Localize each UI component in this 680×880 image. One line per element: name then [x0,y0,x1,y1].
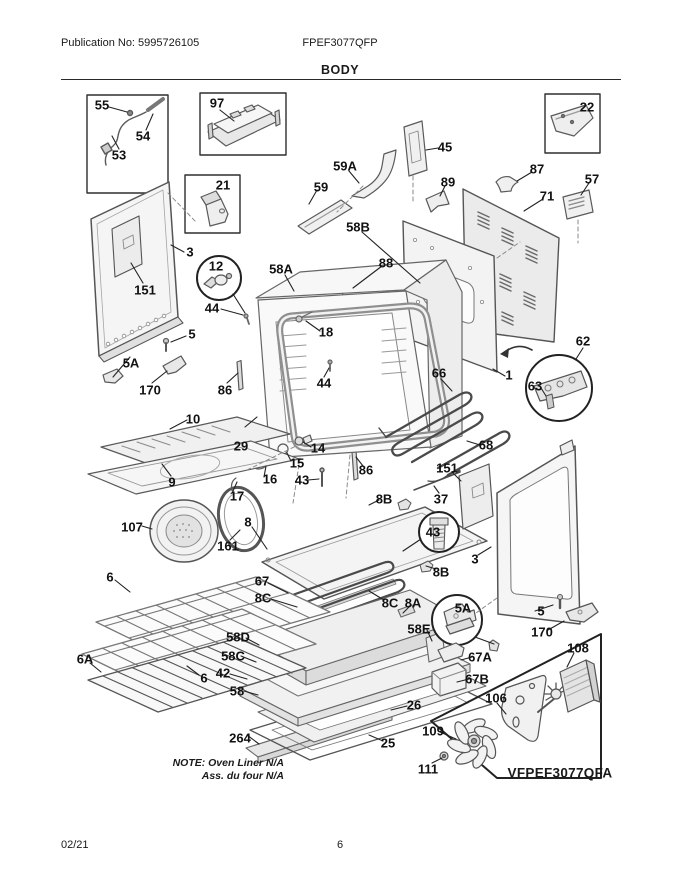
part-label-37: 37 [433,491,449,507]
part-label-3: 3 [471,551,479,567]
part-label-44: 44 [316,375,332,391]
part-label-97: 97 [209,95,225,111]
part-label-88: 88 [378,255,394,271]
part-label-5A: 5A [122,355,140,371]
part-label-53: 53 [111,147,127,163]
part-label-58C: 58C [221,648,245,664]
vent-ducts [298,121,593,234]
part-label-58: 58 [229,683,245,699]
part-label-57: 57 [584,171,600,187]
part-label-58A: 58A [269,261,293,277]
part-label-67B: 67B [465,671,489,687]
part-label-3: 3 [186,244,194,260]
part-label-8B: 8B [432,564,450,580]
fan-cover-and-ring [150,483,269,562]
part-label-5A: 5A [454,600,472,616]
part-label-29: 29 [233,438,249,454]
part-label-8C: 8C [254,590,272,606]
part-label-25: 25 [380,735,396,751]
part-label-26: 26 [406,697,422,713]
part-label-42: 42 [215,665,231,681]
part-label-6A: 6A [76,651,94,667]
part-label-108: 108 [567,640,589,656]
part-label-16: 16 [262,471,278,487]
part-label-89: 89 [440,174,456,190]
part-label-12: 12 [208,258,224,274]
page-title: BODY [320,63,360,77]
part-label-161: 161 [217,538,239,554]
part-label-107: 107 [121,519,143,535]
part-label-44: 44 [204,300,220,316]
bracket-22 [551,105,593,136]
part-label-71: 71 [539,188,555,204]
part-label-68: 68 [478,437,494,453]
part-label-170: 170 [531,624,553,640]
model-number: FPEF3077QFP [302,37,378,49]
part-label-8C: 8C [381,595,399,611]
part-label-170: 170 [139,382,161,398]
oven-cavity [244,260,462,458]
part-label-264: 264 [229,730,251,746]
part-label-22: 22 [579,99,595,115]
part-label-59: 59 [313,179,329,195]
part-label-86: 86 [217,382,233,398]
part-label-17: 17 [229,488,245,504]
part-label-59A: 59A [333,158,357,174]
part-label-151: 151 [436,460,458,476]
part-label-62: 62 [575,333,591,349]
control-module [208,105,280,146]
part-label-15: 15 [289,455,305,471]
part-label-1: 1 [505,367,513,383]
part-label-66: 66 [431,365,447,381]
note-line-1: NOTE: Oven Liner N/A [172,757,284,769]
callout-terminal-block [500,346,592,421]
part-label-106: 106 [485,690,507,706]
bracket-21 [201,191,228,226]
part-label-5: 5 [188,326,196,342]
probe-assembly [101,99,163,165]
part-label-67A: 67A [468,649,492,665]
diagram-model-code: VFPEF3077QFA [507,765,613,781]
part-label-43: 43 [425,524,441,540]
part-label-109: 109 [422,723,444,739]
part-label-18: 18 [318,324,334,340]
part-label-5: 5 [537,603,545,619]
part-label-86: 86 [358,462,374,478]
part-label-43: 43 [294,472,310,488]
part-label-54: 54 [135,128,151,144]
note-line-2: Ass. du four N/A [201,769,284,782]
part-label-21: 21 [215,177,231,193]
part-label-6: 6 [106,569,114,585]
part-label-63: 63 [527,378,543,394]
part-label-67: 67 [254,573,270,589]
part-label-58E: 58E [407,621,431,637]
footer-page-number: 6 [336,839,344,851]
part-label-151: 151 [134,282,156,298]
part-label-8B: 8B [375,491,393,507]
part-label-45: 45 [437,139,453,155]
part-label-8A: 8A [404,595,422,611]
part-label-87: 87 [529,161,545,177]
part-label-6: 6 [200,670,208,686]
part-label-9: 9 [168,474,176,490]
oven-liner-note [140,757,284,783]
part-label-111: 111 [417,761,439,777]
part-label-14: 14 [310,440,326,456]
rack-support-and-pan [88,417,299,494]
part-label-58B: 58B [346,219,370,235]
footer-date: 02/21 [61,839,89,851]
publication-number: Publication No: 5995726105 [61,37,200,49]
part-label-8: 8 [244,514,252,530]
part-label-10: 10 [185,411,201,427]
part-label-55: 55 [94,97,110,113]
part-label-58D: 58D [226,629,250,645]
